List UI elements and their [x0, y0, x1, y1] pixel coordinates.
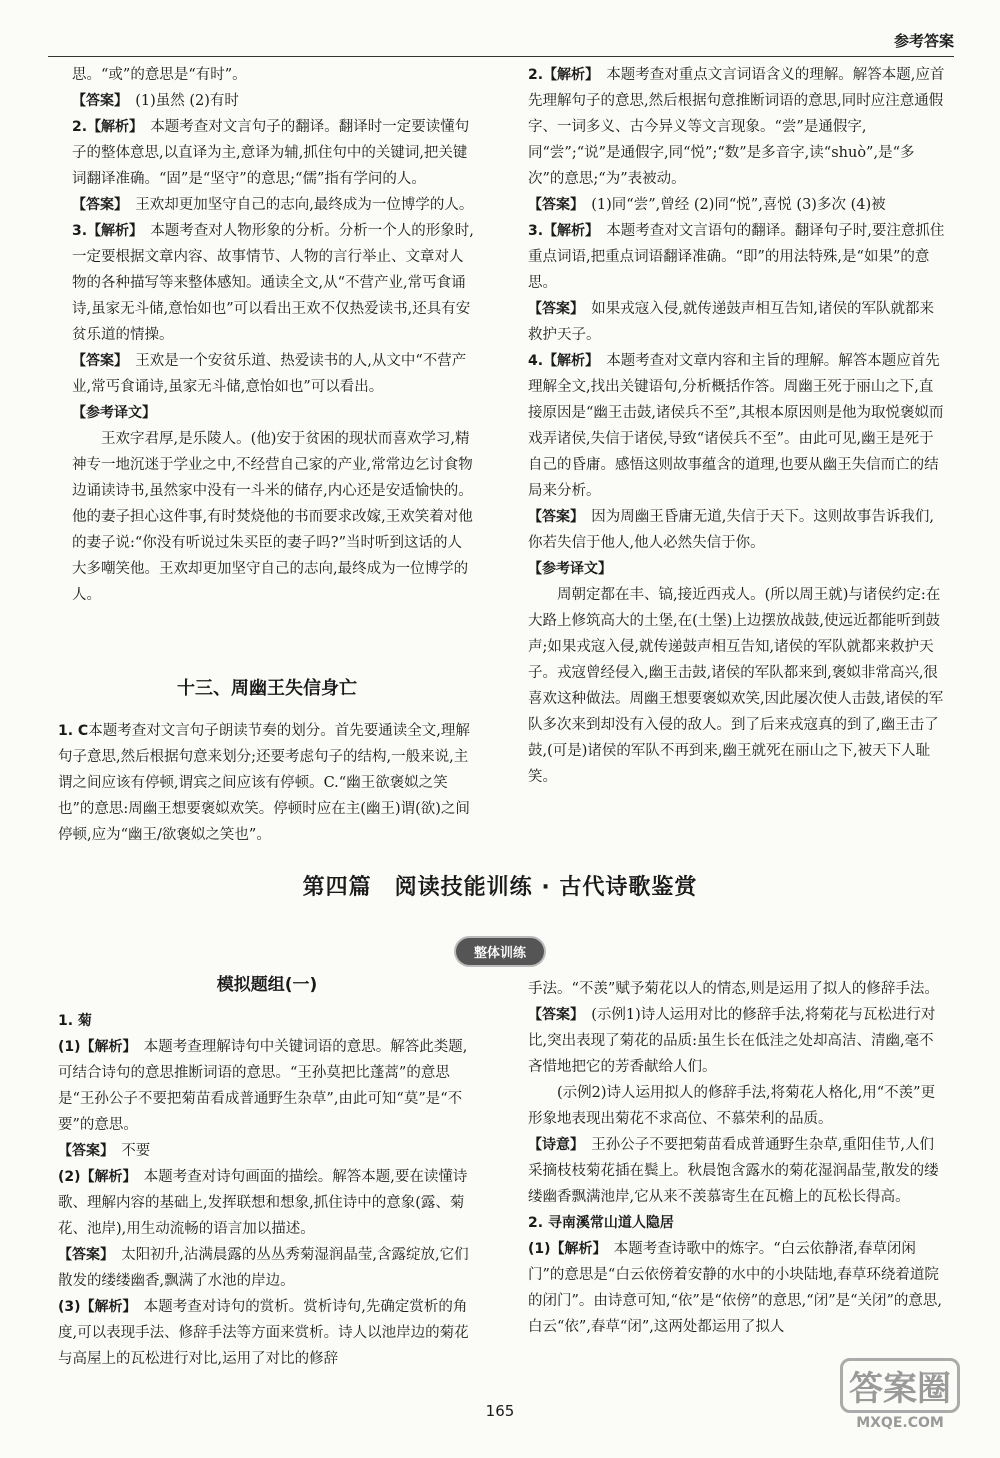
paragraph	[528, 504, 946, 556]
answer-tag: (1)【解析】	[58, 1039, 137, 1055]
answer-tag: 【答案】	[528, 509, 584, 525]
group-title: 模拟题组(一)	[216, 975, 318, 995]
paragraph	[528, 1132, 946, 1210]
paragraph	[58, 1164, 476, 1242]
paragraph-text: 本题考查对重点文言词语含义的理解。解答本题,应首先理解句子的意思,然后根据句意推断词语的意思,同时应注意通假字、一词多义、古今异义等文言现象。“尝”是通假字,同“尝”;“说”是通假字,同“悦”;“数”是多音字,读“shuò”,是“多次”的意思;“为”表被动。	[528, 67, 945, 187]
paragraph-text: 王孙公子不要把菊苗看成普通野生杂草,重阳佳节,人们采摘枝枝菊花插在鬓上。秋晨饱含露水的菊花湿润晶莹,散发的缕缕幽香飘满池岸,它从来不羡慕寄生在瓦檐上的瓦松长得高。	[528, 1137, 939, 1205]
paragraph-text: 本题考查对文言句子朗读节奏的划分。首先要通读全文,理解句子意思,然后根据句意来划分;还要考虑句子的结构,一般来说,主谓之间应该有停顿,谓宾之间应该有停顿。C.“幽王欲褒姒之笑也”的意思:周幽王想要褒姒欢笑。停顿时应在主(幽王)谓(欲)之间停顿,应为“幽王/欲褒姒之笑也”。	[58, 723, 470, 843]
paragraph	[72, 114, 476, 192]
left-column-section13	[58, 648, 476, 848]
paragraph-text: 本题考查对人物形象的分析。分析一个人的形象时,一定要根据文章内容、故事情节、人物的言行举止、文章对人物的各种描写等来整体感知。通读全文,从“不营产业,常丐食诵诗,虽家无斗储,意怡如也”可以看出王欢不仅热爱读书,还具有安贫乐道的情操。	[72, 223, 474, 343]
paragraph	[58, 1242, 476, 1294]
question-number: 2.	[528, 67, 544, 83]
paragraph	[528, 218, 946, 296]
answer-tag: 【参考译文】	[72, 405, 156, 421]
paragraph-text: 本题考查对诗句画面的描绘。解答本题,要在读懂诗歌、理解内容的基础上,发挥联想和想象,抓住诗中的意象(露、菊花、池岸),用生动流畅的语言加以描述。	[58, 1169, 468, 1237]
answer-tag: (2)【解析】	[58, 1169, 137, 1185]
answer-tag: 【答案】	[528, 197, 584, 213]
question-number: 2.	[72, 119, 88, 135]
paragraph	[72, 348, 476, 400]
answer-tag: 【答案】	[72, 353, 128, 369]
paragraph	[58, 1294, 476, 1372]
paragraph	[528, 348, 946, 504]
answer-tag: 【解析】	[543, 223, 600, 239]
paragraph	[528, 62, 946, 192]
paragraph-text: 本题考查对文言句子的翻译。翻译时一定要读懂句子的整体意思,以直译为主,意译为辅,抓住句中的关键词,把关键词翻译准确。“固”是“坚守”的意思;“儒”指有学问的人。	[72, 119, 470, 187]
paragraph-text: 手法。“不羡”赋予菊花以人的情态,则是运用了拟人的修辞手法。	[528, 981, 939, 997]
paragraph-text: 王欢是一个安贫乐道、热爱读书的人,从文中“不营产业,常丐食诵诗,虽家无斗储,意怡如也”可以看出。	[72, 353, 467, 395]
answer-tag: 【答案】	[72, 93, 128, 109]
paragraph	[528, 1210, 946, 1236]
paragraph-text: 本题考查诗歌中的炼字。“白云依静渚,春草闭闲门”的意思是“白云依傍着安静的水中的小块陆地,春草环绕着道院的闭门”。由诗意可知,“依”是“依傍”的意思,“闭”是“关闭”的意思,白云“依”,春草“闭”,这两处都运用了拟人	[528, 1241, 943, 1335]
watermark-logo	[830, 1358, 970, 1448]
paragraph-text: 本题考查对文言语句的翻译。翻译句子时,要注意抓住重点词语,把重点词语翻译准确。“即”的用法特殊,是“如果”的意思。	[528, 223, 945, 291]
paragraph	[72, 62, 476, 88]
paragraph-text: 本题考查理解诗句中关键词语的意思。解答此类题,可结合诗句的意思推断词语的意思。“王孙莫把比蓬蒿”的意思是“王孙公子不要把菊苗看成普通野生杂草”,由此可知“莫”是“不要”的意思。	[58, 1039, 468, 1133]
section-title: 十三、周幽王失信身亡	[177, 678, 357, 699]
question-number: 3.	[72, 223, 88, 239]
paragraph-text: (示例2)诗人运用拟人的修辞手法,将菊花人格化,用“不羡”更形象地表现出菊花不求高位、不慕荣利的品质。	[528, 1085, 936, 1127]
answer-tag: (3)【解析】	[58, 1299, 137, 1315]
paragraph	[58, 1138, 476, 1164]
part-title: 第四篇 阅读技能训练 · 古代诗歌鉴赏	[302, 875, 698, 900]
question-number: 3.	[528, 223, 544, 239]
paragraph	[58, 1008, 476, 1034]
paragraph	[72, 426, 476, 608]
paragraph	[58, 1034, 476, 1138]
answer-tag: 【答案】	[58, 1143, 114, 1159]
right-column-bottom	[528, 976, 946, 1340]
answer-tag: 【解析】	[543, 353, 600, 369]
answer-tag: (1)【解析】	[528, 1241, 607, 1257]
paragraph	[528, 296, 946, 348]
paragraph	[528, 582, 946, 790]
paragraph-text: 王欢字君厚,是乐陵人。(他)安于贫困的现状而喜欢学习,精神专一地沉迷于学业之中,不经营自己家的产业,常常边乞讨食物边诵读诗书,虽然家中没有一斗米的储存,内心还是安适愉快的。他的妻子担心这件事,有时焚烧他的书而要求改嫁,王欢笑着对他的妻子说:“你没有听说过朱买臣的妻子吗?”当时听到这话的人大多嘲笑他。王欢却更加坚守自己的志向,最终成为一位博学的人。	[72, 431, 473, 603]
question-number: 1. C	[58, 723, 89, 739]
right-column-top	[528, 62, 946, 790]
answer-tag: 【答案】	[72, 197, 128, 213]
answer-tag: 【答案】	[528, 301, 584, 317]
paragraph	[72, 192, 476, 218]
answer-tag: 【解析】	[87, 119, 144, 135]
paragraph	[528, 556, 946, 582]
paragraph-text: 王欢却更加坚守自己的志向,最终成为一位博学的人。	[135, 197, 474, 213]
paragraph	[72, 400, 476, 426]
paragraph	[528, 1080, 946, 1132]
answer-tag: 【答案】	[528, 1007, 584, 1023]
question-number: 1. 菊	[58, 1013, 92, 1029]
paragraph	[528, 1002, 946, 1080]
answer-tag: 【诗意】	[528, 1137, 584, 1153]
paragraph-text: 如果戎寇入侵,就传递鼓声相互告知,诸侯的军队就都来救护天子。	[528, 301, 934, 343]
paragraph-text: 本题考查对文章内容和主旨的理解。解答本题应首先理解全文,找出关键语句,分析概括作答。周幽王死于丽山之下,直接原因是“幽王击鼓,诸侯兵不至”,其根本原因则是他为取悦褒姒而戏弄诸侯,失信于诸侯,导致“诸侯兵不至”。由此可见,幽王是死于自己的昏庸。感悟这则故事蕴含的道理,也要从幽王失信而亡的结局来分析。	[528, 353, 944, 499]
paragraph-text: (示例1)诗人运用对比的修辞手法,将菊花与瓦松进行对比,突出表现了菊花的品质:虽生长在低洼之处却高洁、清幽,毫不吝惜地把它的芳香献给人们。	[528, 1007, 936, 1075]
paragraph	[72, 218, 476, 348]
paragraph	[72, 88, 476, 114]
question-number: 2. 寻南溪常山道人隐居	[528, 1215, 674, 1231]
page-number: 165	[485, 1402, 515, 1420]
paragraph-text: 因为周幽王昏庸无道,失信于天下。这则故事告诉我们,你若失信于他人,他人必然失信于你。	[528, 509, 934, 551]
left-column-bottom	[58, 972, 476, 1372]
watermark-url: MXQE.COM	[856, 1415, 944, 1431]
paragraph	[528, 976, 946, 1002]
header-divider	[48, 56, 954, 57]
answer-tag: 【参考译文】	[528, 561, 612, 577]
paragraph-text: 不要	[121, 1143, 151, 1159]
page-header-title: 参考答案	[893, 32, 954, 50]
paragraph-text: (1)同“尝”,曾经 (2)同“悦”,喜悦 (3)多次 (4)被	[591, 197, 886, 213]
paragraph-text: (1)虽然 (2)有时	[135, 93, 239, 109]
answer-tag: 【解析】	[87, 223, 144, 239]
paragraph	[528, 1236, 946, 1340]
question-number: 4.	[528, 353, 544, 369]
paragraph-text: 本题考查对诗句的赏析。赏析诗句,先确定赏析的角度,可以表现手法、修辞手法等方面来赏析。诗人以池岸边的菊花与高屋上的瓦松进行对比,运用了对比的修辞	[58, 1299, 469, 1367]
paragraph-text: 太阳初升,沾满晨露的丛丛秀菊湿润晶莹,含露绽放,它们散发的缕缕幽香,飘满了水池的岸边。	[58, 1247, 469, 1289]
paragraph	[528, 192, 946, 218]
paragraph-text: 周朝定都在丰、镐,接近西戎人。(所以周王就)与诸侯约定:在大路上修筑高大的土堡,在(土堡)上边摆放战鼓,使远近都能听到鼓声;如果戎寇入侵,就传递鼓声相互告知,诸侯的军队就都来救护天子。戎寇曾经侵入,幽王击鼓,诸侯的军队都来到,褒姒非常高兴,很喜欢这种做法。周幽王想要褒姒欢笑,因此屡次使人击鼓,诸侯的军队多次来到却没有入侵的敌人。到了后来戎寇真的到了,幽王击了鼓,(可是)诸侯的军队不再到来,幽王就死在丽山之下,被天下人耻笑。	[528, 587, 944, 785]
answer-tag: 【答案】	[58, 1247, 114, 1263]
training-badge: 整体训练	[456, 938, 544, 965]
watermark-text: 答案圈	[840, 1358, 960, 1413]
left-column-top	[72, 62, 476, 608]
paragraph-text: 思。“或”的意思是“有时”。	[72, 67, 247, 83]
answer-tag: 【解析】	[543, 67, 600, 83]
paragraph	[58, 718, 476, 848]
